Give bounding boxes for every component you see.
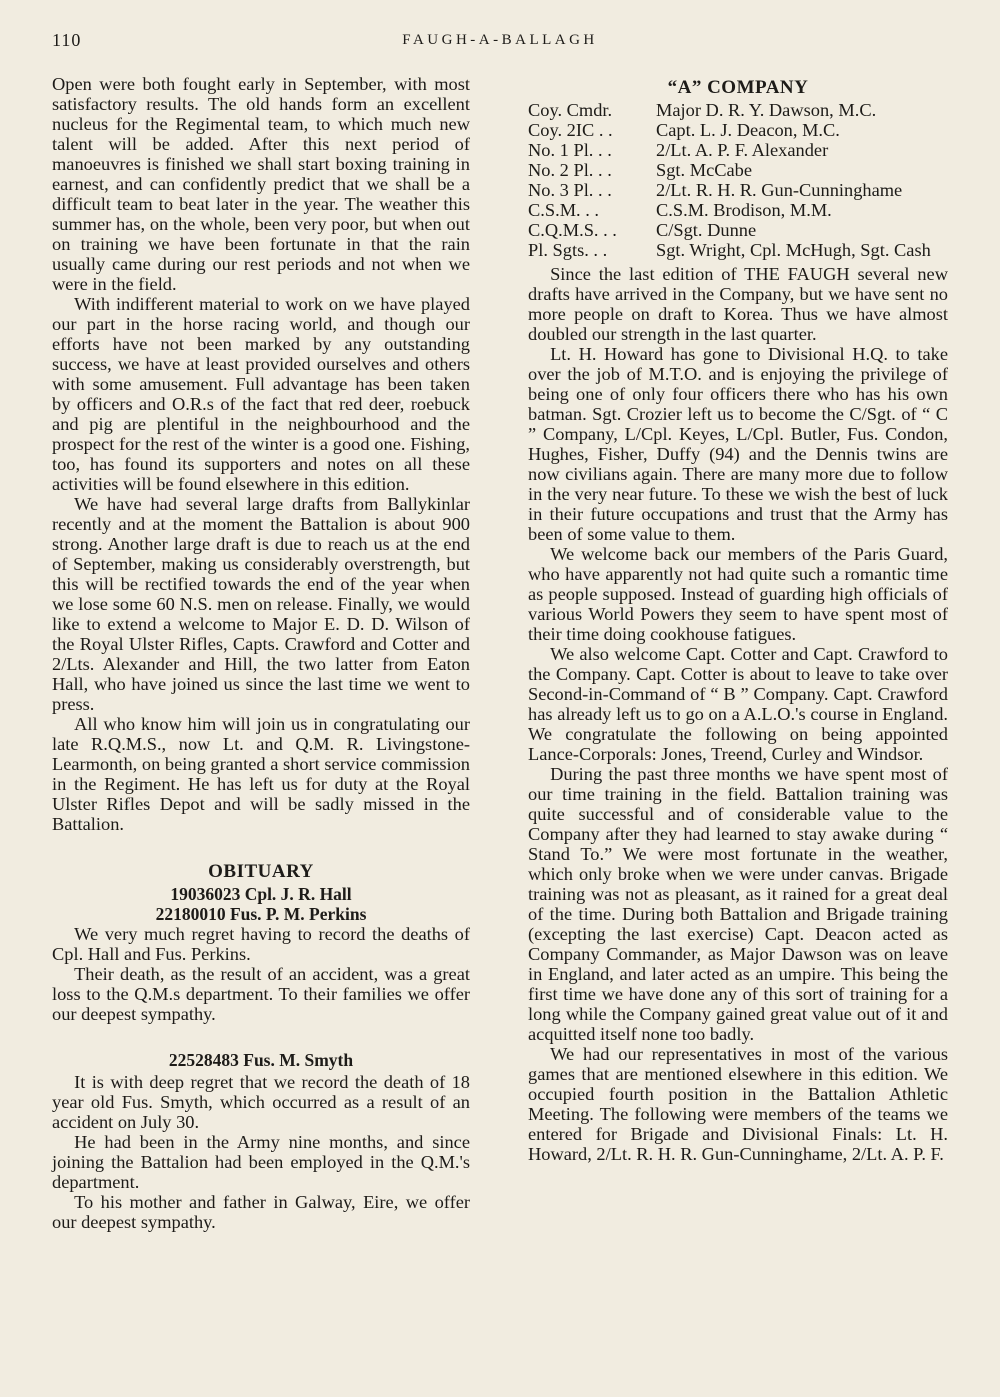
roster-name: Sgt. Wright, Cpl. McHugh, Sgt. Cash (656, 240, 931, 260)
paragraph: During the past three months we have spent most of our time training in the field. Battalion training was quite successful and of considerable value to the Company after they had learned to stay awake during “ Stand To.” We were most fortunate in the weather, which only broke when we were under canvas. Brigade training was not as pleasant, as it rained for a great deal of the time. During both Battalion and Brigade training (excepting the last exercise) Capt. Deacon acted as Company Commander, as Major Dawson was on leave in England, and later acted as an umpire. This being the first time we have done any of this sort of training for a long while the Company gained great value out of it and acquitted itself none too badly. (528, 764, 948, 1044)
obituary-name: 19036023 Cpl. J. R. Hall (170, 884, 352, 904)
roster-role: Coy. Cmdr. (528, 100, 613, 120)
paragraph: To his mother and father in Galway, Eire, we offer our deepest sympathy. (52, 1192, 470, 1232)
paragraph: It is with deep regret that we record the death of 18 year old Fus. Smyth, which occurred as a result of an accident on July 30. (52, 1072, 470, 1132)
roster-row (528, 240, 948, 260)
roster-role: No. 3 Pl. . . (528, 180, 612, 200)
paragraph: We also welcome Capt. Cotter and Capt. Crawford to the Company. Capt. Cotter is about to leave to take over Second-in-Command of “ B ” Company. Capt. Crawford has already left us to go on a A.L.O.'s course in England. We congratulate the following on being appointed Lance-Corporals: Jones, Treend, Curley and Windsor. (528, 644, 948, 764)
obituary-heading: OBITUARY (208, 861, 314, 882)
roster-name: 2/Lt. A. P. F. Alexander (656, 140, 829, 160)
roster-name: 2/Lt. R. H. R. Gun-Cunninghame (656, 180, 903, 200)
paragraph: We have had several large drafts from Ballykinlar recently and at the moment the Battalion is about 900 strong. Another large draft is due to reach us at the end of September, making us considerably overstrength, but this will be rectified towards the end of the year when we lose some 60 N.S. men on release. Finally, we would like to extend a welcome to Major E. D. D. Wilson of the Royal Ulster Rifles, Capts. Crawford and Cotter and 2/Lts. Alexander and Hill, the two latter from Eaton Hall, who have joined us since the last time we went to press. (52, 494, 470, 714)
paragraph: All who know him will join us in congratulating our late R.Q.M.S., now Lt. and Q.M. R. Livingstone-Learmonth, on being granted a short service commission in the Regiment. He has left us for duty at the Royal Ulster Rifles Depot and will be sadly missed in the Battalion. (52, 714, 470, 834)
journal-title: FAUGH-A-BALLAGH (402, 32, 598, 48)
roster-role: No. 2 Pl. . . (528, 160, 612, 180)
roster-role: Coy. 2IC . . (528, 120, 613, 140)
roster-role: C.Q.M.S. . . (528, 220, 617, 240)
roster-row (528, 120, 948, 140)
roster-name: Sgt. McCabe (656, 160, 753, 180)
page-number: 110 (52, 30, 82, 50)
roster-role: C.S.M. . . (528, 200, 600, 220)
left-column (52, 74, 470, 1232)
obituary-name: 22180010 Fus. P. M. Perkins (155, 904, 367, 924)
paragraph: Open were both fought early in September, with most satisfactory results. The old hands form an excellent nucleus for the Regimental team, to which much new talent will be added. After this next period of manoeuvres is finished we shall start boxing training in earnest, and can confidently predict that we shall be a difficult team to beat later in the year. The weather this summer has, on the whole, been very poor, but when out on training we have been fortunate in that the rain usually came during our rest periods and not when we were in the field. (52, 74, 470, 294)
paragraph: We had our representatives in most of the various games that are mentioned elsewhere in this edition. We occupied fourth position in the Battalion Athletic Meeting. The following were members of the teams we entered for Brigade and Divisional Finals: Lt. H. Howard, 2/Lt. R. H. R. Gun-Cunninghame, 2/Lt. A. P. F. (528, 1044, 948, 1164)
company-heading: “A” COMPANY (667, 77, 809, 98)
company-roster (528, 100, 948, 260)
roster-row (528, 180, 948, 200)
paragraph: Lt. H. Howard has gone to Divisional H.Q. to take over the job of M.T.O. and is enjoying the privilege of being one of only four officers there who has his own batman. Sgt. Crozier left us to become the C/Sgt. of “ C ” Company, L/Cpl. Keyes, L/Cpl. Butler, Fus. Condon, Hughes, Fisher, Duffy (94) and the Dennis twins are now civilians again. There are many more due to follow in the very near future. To these we wish the best of luck in their future occupations and trust that the Army has been of some value to them. (528, 344, 948, 544)
running-head (52, 30, 948, 54)
paragraph: He had been in the Army nine months, and since joining the Battalion had been employed in the Q.M.'s department. (52, 1132, 470, 1192)
roster-role: No. 1 Pl. . . (528, 140, 612, 160)
roster-name: C/Sgt. Dunne (656, 220, 757, 240)
roster-name: Capt. L. J. Deacon, M.C. (656, 120, 840, 140)
roster-role: Pl. Sgts. . . (528, 240, 608, 260)
roster-row (528, 200, 948, 220)
paragraph: With indifferent material to work on we have played our part in the horse racing world, and though our efforts have not been marked by any outstanding success, we have at least provided ourselves and others with some amusement. Full advantage has been taken by officers and O.R.s of the fact that red deer, roebuck and pig are plentiful in the neighbourhood and the prospect for the rest of the winter is a good one. Fishing, too, has found its supporters and notes on all these activities will be found elsewhere in this edition. (52, 294, 470, 494)
paragraph: Since the last edition of THE FAUGH several new drafts have arrived in the Company, but we have sent no more people on draft to Korea. Thus we have almost doubled our strength in the last quarter. (528, 264, 948, 344)
roster-row (528, 160, 948, 180)
paragraph: We very much regret having to record the deaths of Cpl. Hall and Fus. Perkins. (52, 924, 470, 964)
roster-row (528, 140, 948, 160)
paragraph: We welcome back our members of the Paris Guard, who have apparently not had quite such a romantic time as people supposed. Instead of guarding high officials of various World Powers they seem to have spent most of their time doing cookhouse fatigues. (528, 544, 948, 644)
roster-name: Major D. R. Y. Dawson, M.C. (656, 100, 877, 120)
obituary-name: 22528483 Fus. M. Smyth (168, 1050, 354, 1070)
roster-row (528, 220, 948, 240)
paragraph: Their death, as the result of an accident, was a great loss to the Q.M.s department. To their families we offer our deepest sympathy. (52, 964, 470, 1024)
right-column (528, 74, 948, 1164)
roster-row (528, 100, 948, 120)
roster-name: C.S.M. Brodison, M.M. (656, 200, 832, 220)
